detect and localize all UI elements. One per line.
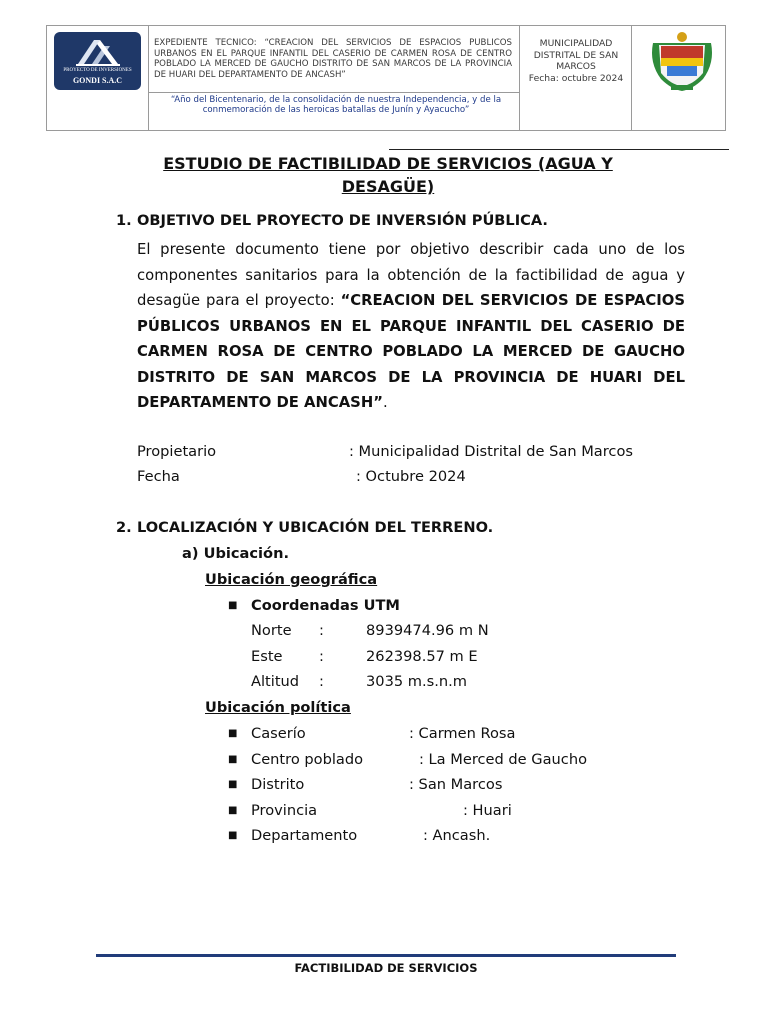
table-divider xyxy=(148,92,519,93)
section-1-heading: OBJETIVO DEL PROYECTO DE INVERSIÓN PÚBLICA. xyxy=(137,212,548,229)
table-divider xyxy=(519,26,520,130)
coord-label: Norte xyxy=(251,622,292,639)
logo-text: PROYECTO DE INVERSIONES xyxy=(63,68,132,73)
date-value: : Octubre 2024 xyxy=(356,468,466,485)
political-label: Provincia xyxy=(251,802,318,819)
political-label: Distrito xyxy=(251,776,305,793)
header-date: Fecha: octubre 2024 xyxy=(528,72,624,84)
footer-rule xyxy=(96,954,676,957)
municipality-name: MUNICIPALIDAD DISTRITAL DE SAN MARCOS xyxy=(533,38,619,72)
political-value: : Carmen Rosa xyxy=(409,725,516,742)
political-label: Caserío xyxy=(251,725,306,742)
year-motto: “Año del Bicentenario, de la consolidación de nuestra Independencia, y de la conmemoración de las heroicas batallas de Junín y Ayacucho” xyxy=(170,95,502,116)
subsection-a-heading: a) Ubicación. xyxy=(182,545,290,562)
municipal-shield-icon xyxy=(645,29,719,99)
coord-value: 3035 m.s.n.m xyxy=(366,673,467,690)
section-2-heading: LOCALIZACIÓN Y UBICACIÓN DEL TERRENO. xyxy=(137,519,494,536)
political-label: Centro poblado xyxy=(251,751,364,768)
objective-intro: El presente documento tiene por objetivo describir cada uno de los componentes sanitarios para la obtención de la factibilidad de agua y desagüe para el proyecto: xyxy=(137,241,685,309)
bullet-icon: ■ xyxy=(228,728,238,739)
owner-label: Propietario xyxy=(137,443,217,460)
company-logo xyxy=(54,32,141,90)
coord-sep: : xyxy=(319,622,324,639)
political-label: Departamento xyxy=(251,827,358,844)
bullet-icon: ■ xyxy=(228,830,238,841)
table-divider xyxy=(631,26,632,130)
utm-heading: Coordenadas UTM xyxy=(251,597,400,614)
coord-value: 8939474.96 m N xyxy=(366,622,489,639)
section-1-number: 1. xyxy=(116,212,132,229)
section-2-number: 2. xyxy=(116,519,132,536)
coord-label: Este xyxy=(251,648,283,665)
header-table xyxy=(46,25,726,131)
bullet-icon: ■ xyxy=(228,779,238,790)
coord-sep: : xyxy=(319,673,324,690)
coord-label: Altitud xyxy=(251,673,300,690)
title-rule xyxy=(389,149,729,150)
expediente-title: EXPEDIENTE TECNICO: “CREACION DEL SERVICIOS DE ESPACIOS PUBLICOS URBANOS EN EL PARQUE INFANTIL DEL CASERIO DE CARMEN ROSA DE CENTRO POBLADO LA MERCED DE GAUCHO DISTRITO DE SAN MARCOS DE LA PROVINCIA DE HUARI DEL DEPARTAMENTO DE ANCASH” xyxy=(154,38,512,80)
political-location-heading: Ubicación política xyxy=(205,699,351,716)
project-name: “CREACION DEL SERVICIOS DE ESPACIOS PÚBLICOS URBANOS EN EL PARQUE INFANTIL DEL CASERIO DE CARMEN ROSA DE CENTRO POBLADO LA MERCED DE GAUCHO DISTRITO DE SAN MARCOS DE LA PROVINCIA DE HUARI DEL DEPARTAMENTO DE ANCASH” xyxy=(137,292,685,411)
bullet-icon: ■ xyxy=(228,600,238,611)
objective-end: . xyxy=(382,394,388,411)
political-value: : Huari xyxy=(463,802,512,819)
political-value: : Ancash. xyxy=(423,827,491,844)
objective-paragraph xyxy=(137,237,685,416)
political-value: : San Marcos xyxy=(409,776,503,793)
geo-location-heading: Ubicación geográfica xyxy=(205,571,378,588)
bullet-icon: ■ xyxy=(228,805,238,816)
owner-value: : Municipalidad Distrital de San Marcos xyxy=(349,443,633,460)
date-label: Fecha xyxy=(137,468,180,485)
page-footer: FACTIBILIDAD DE SERVICIOS xyxy=(294,961,478,975)
logo-company-name: GONDI S.A.C xyxy=(72,76,123,85)
table-divider xyxy=(148,26,149,130)
municipality-cell xyxy=(522,38,630,84)
coord-value: 262398.57 m E xyxy=(366,648,478,665)
document-title: ESTUDIO DE FACTIBILIDAD DE SERVICIOS (AGUA Y DESAGÜE) xyxy=(163,154,613,196)
political-value: : La Merced de Gaucho xyxy=(419,751,588,768)
coord-sep: : xyxy=(319,648,324,665)
bullet-icon: ■ xyxy=(228,754,238,765)
